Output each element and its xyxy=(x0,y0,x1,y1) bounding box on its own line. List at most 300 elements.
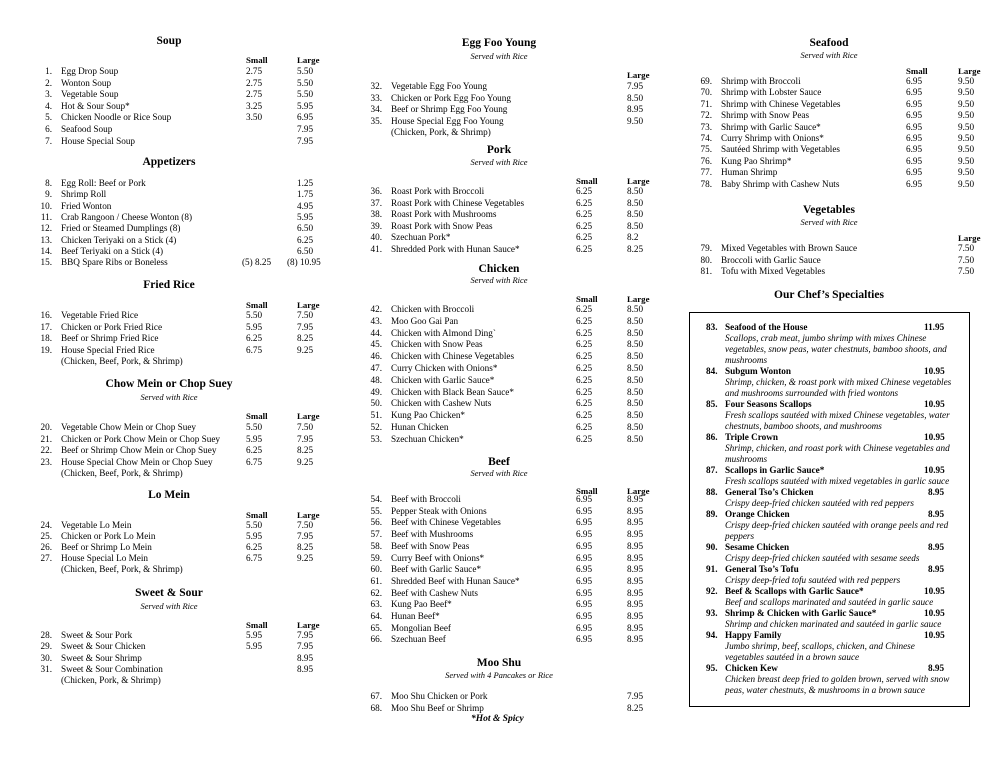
menu-item-row xyxy=(360,81,670,92)
large-column-header: Large xyxy=(958,233,981,243)
large-price: 7.95 xyxy=(627,81,644,91)
specialty-heading xyxy=(706,509,964,520)
small-price: 6.95 xyxy=(906,98,923,109)
menu-item-row xyxy=(30,641,340,652)
chow-mein-title: Chow Mein or Chop Suey xyxy=(105,378,233,390)
specialties-list xyxy=(706,322,964,696)
large-price: 8.95 xyxy=(627,540,644,551)
large-price: 8.50 xyxy=(627,422,644,432)
large-price: 8.50 xyxy=(627,374,644,385)
large-price: 8.25 xyxy=(297,445,314,456)
small-price: 2.75 xyxy=(246,77,263,88)
menu-item-row xyxy=(30,89,340,100)
small-price: 6.25 xyxy=(246,333,263,344)
large-column-header: Large xyxy=(627,70,650,80)
beef-subtitle: Served with Rice xyxy=(470,468,528,478)
item-note: (Chicken, Beef, Pork, & Shrimp) xyxy=(61,356,183,367)
menu-item-row xyxy=(30,235,340,246)
menu-item-row xyxy=(30,520,340,531)
menu-item-row xyxy=(30,457,340,468)
menu-item-row xyxy=(30,189,340,200)
menu-item-row xyxy=(30,101,340,112)
large-price: 9.50 xyxy=(958,87,975,98)
specialty-heading xyxy=(706,663,964,674)
large-price: 8.95 xyxy=(627,634,644,645)
item-number: 63. xyxy=(370,599,382,610)
large-price: 5.50 xyxy=(297,66,314,76)
specialty-description: mushrooms xyxy=(725,355,768,365)
beef-title: Beef xyxy=(488,456,510,468)
specialty-number: 89. xyxy=(706,509,718,519)
large-price: 8.50 xyxy=(627,197,644,208)
item-number: 29. xyxy=(40,641,52,652)
menu-item-row xyxy=(360,553,670,564)
menu-item-row xyxy=(30,445,340,456)
specialty-number: 90. xyxy=(706,542,718,552)
large-price: 8.50 xyxy=(627,92,644,103)
large-price: 9.50 xyxy=(958,155,975,166)
large-price: 8.50 xyxy=(627,327,644,338)
small-price: 6.95 xyxy=(576,552,593,563)
item-name: Mongolian Beef xyxy=(391,622,451,633)
specialty-name: Chicken Kew xyxy=(725,663,778,673)
large-price: (8) 10.95 xyxy=(287,257,321,268)
small-price: 6.95 xyxy=(576,564,593,575)
small-price: 6.25 xyxy=(576,374,593,385)
small-column-header: Small xyxy=(246,510,268,520)
item-name: Human Shrimp xyxy=(721,167,778,178)
item-name: Chicken with Snow Peas xyxy=(391,339,483,350)
item-number: 65. xyxy=(370,622,382,633)
item-number: 7. xyxy=(45,135,52,146)
small-column-header: Small xyxy=(576,294,598,304)
menu-item-row xyxy=(690,179,1000,190)
large-price: 8.95 xyxy=(297,652,314,663)
large-price: 9.50 xyxy=(958,98,975,109)
menu-item-row xyxy=(360,703,670,714)
small-price: 6.75 xyxy=(246,456,263,467)
small-column-header: Small xyxy=(246,300,268,310)
large-price: 7.95 xyxy=(297,630,314,640)
large-price: 4.95 xyxy=(297,200,314,211)
item-name: Curry Shrimp with Onions* xyxy=(721,133,824,143)
small-price: 6.25 xyxy=(576,339,593,350)
specialty-name: Triple Crown xyxy=(725,432,778,442)
large-column-header: Large xyxy=(627,294,650,304)
item-note: (Chicken, Beef, Pork, & Shrimp) xyxy=(61,468,183,479)
item-name: Egg Roll: Beef or Pork xyxy=(61,178,146,188)
large-price: 8.95 xyxy=(627,575,644,586)
specialty-heading xyxy=(706,487,964,498)
small-price: 5.95 xyxy=(246,321,263,332)
large-price: 8.50 xyxy=(627,304,644,314)
small-price: 6.95 xyxy=(576,611,593,621)
specialty-description: chestnuts, bamboo shoots, and mushrooms xyxy=(725,421,882,431)
menu-item-row xyxy=(360,104,670,115)
menu-item-row xyxy=(360,517,670,528)
small-price: 6.25 xyxy=(576,232,593,242)
item-number: 41. xyxy=(370,243,382,254)
item-number: 73. xyxy=(700,121,712,132)
item-number: 21. xyxy=(40,433,52,444)
menu-item-row xyxy=(360,375,670,386)
specialty-name: Happy Family xyxy=(725,630,782,640)
item-number: 18. xyxy=(40,333,52,344)
menu-item-row xyxy=(30,246,340,257)
large-price: 6.50 xyxy=(297,223,314,234)
specialty-description: Jumbo shrimp, beef, scallops, chicken, and Chinese xyxy=(725,641,915,651)
large-price: 8.95 xyxy=(627,494,644,504)
specialty-item xyxy=(706,465,964,487)
menu-item-row xyxy=(30,136,340,147)
menu-item-row xyxy=(690,144,1000,155)
large-price: 9.50 xyxy=(958,110,975,121)
specialty-number: 88. xyxy=(706,487,718,497)
large-price: 8.25 xyxy=(627,243,644,254)
item-number: 58. xyxy=(370,540,382,551)
small-price: 5.95 xyxy=(246,531,263,541)
small-price: 6.95 xyxy=(906,155,923,166)
item-number: 74. xyxy=(700,133,712,143)
small-price: 6.25 xyxy=(576,243,593,254)
specialty-heading xyxy=(706,399,964,410)
menu-item-row xyxy=(30,78,340,89)
menu-item-row xyxy=(360,422,670,433)
item-name: Hot & Sour Soup* xyxy=(61,100,130,111)
menu-item-row xyxy=(360,434,670,445)
menu-item-row xyxy=(690,266,1000,277)
large-price: 8.50 xyxy=(627,186,644,196)
item-name: Egg Drop Soup xyxy=(61,66,119,76)
chicken-title: Chicken xyxy=(478,263,520,275)
fried-rice-title: Fried Rice xyxy=(143,279,195,291)
item-name: Kung Pao Chicken* xyxy=(391,410,466,421)
menu-item-row xyxy=(30,531,340,542)
item-name: Vegetable Soup xyxy=(61,89,119,100)
specialty-heading xyxy=(706,432,964,443)
small-price: 6.95 xyxy=(576,494,593,504)
small-price: 6.95 xyxy=(906,144,923,155)
large-price: 1.25 xyxy=(297,178,314,188)
specialty-price: 8.95 xyxy=(928,564,945,574)
specialty-description: Shrimp and chicken marinated and sautéed in garlic sauce xyxy=(725,619,942,629)
item-name: Beef with Snow Peas xyxy=(391,540,470,551)
small-price: 5.95 xyxy=(246,630,263,640)
specialty-price: 10.95 xyxy=(924,465,945,475)
item-name: Beef with Cashew Nuts xyxy=(391,587,479,598)
small-price: 6.95 xyxy=(906,76,923,86)
specialty-name: General Tso’s Chicken xyxy=(725,487,814,497)
small-price: 5.50 xyxy=(246,520,263,530)
specialty-description: Crispy deep-fried chicken sautéed with red peppers xyxy=(725,498,914,508)
menu-item-row xyxy=(30,201,340,212)
specialty-item xyxy=(706,564,964,586)
menu-item-row xyxy=(360,588,670,599)
large-price: 8.50 xyxy=(627,433,644,444)
item-name: Hunan Beef* xyxy=(391,611,440,621)
menu-item-row xyxy=(690,110,1000,121)
large-price: 6.95 xyxy=(297,112,314,123)
specialty-description: Fresh scallops sautéed with mixed vegetables in garlic sauce xyxy=(725,476,950,486)
menu-item-row xyxy=(30,178,340,189)
small-price: 6.75 xyxy=(246,344,263,355)
item-number: 30. xyxy=(40,652,52,663)
item-name: Beef Teriyaki on a Stick (4) xyxy=(61,245,164,256)
menu-item-row xyxy=(30,322,340,333)
specialty-name: Subgum Wonton xyxy=(725,366,791,376)
item-name: Vegetable Lo Mein xyxy=(61,520,132,530)
menu-item-row xyxy=(30,553,340,564)
specialty-number: 86. xyxy=(706,432,718,442)
item-name: Crab Rangoon / Cheese Wonton (8) xyxy=(61,211,193,222)
specialty-name: Sesame Chicken xyxy=(725,542,790,552)
item-number: 64. xyxy=(370,611,382,621)
specialty-price: 11.95 xyxy=(924,322,945,332)
specialty-price: 10.95 xyxy=(924,586,945,596)
item-name: Chicken with Black Bean Sauce* xyxy=(391,386,514,397)
specialty-item xyxy=(706,399,964,432)
large-price: 9.50 xyxy=(627,115,644,126)
small-price: 6.95 xyxy=(576,575,593,586)
menu-item-row xyxy=(360,339,670,350)
item-name: House Special Soup xyxy=(61,135,136,146)
item-name: Fried or Steamed Dumplings (8) xyxy=(61,223,181,234)
large-price: 8.25 xyxy=(627,702,644,713)
item-name: Vegetable Egg Foo Young xyxy=(391,81,487,91)
large-column-header: Large xyxy=(627,486,650,496)
item-number: 6. xyxy=(45,124,52,134)
item-number: 25. xyxy=(40,531,52,541)
item-number: 4. xyxy=(45,100,52,111)
large-price: 7.50 xyxy=(297,310,314,320)
small-price: 6.25 xyxy=(576,197,593,208)
small-price: 6.25 xyxy=(246,445,263,456)
menu-item-row xyxy=(690,87,1000,98)
specialty-description: vegetables, snow peas, water chestnuts, bamboo shoots, and xyxy=(725,344,947,354)
large-column-header: Large xyxy=(297,55,320,65)
large-price: 7.95 xyxy=(627,691,644,701)
small-price: 6.95 xyxy=(576,622,593,633)
small-price: 6.95 xyxy=(906,167,923,178)
specialty-number: 92. xyxy=(706,586,718,596)
menu-item-row xyxy=(360,564,670,575)
specialty-price: 8.95 xyxy=(928,542,945,552)
item-number: 9. xyxy=(45,189,52,200)
item-name: Vegetable Chow Mein or Chop Suey xyxy=(61,422,196,432)
item-number: 50. xyxy=(370,398,382,409)
specialty-price: 8.95 xyxy=(928,663,945,673)
menu-item-row xyxy=(30,333,340,344)
specialty-description: Shrimp, chicken, & roast pork with mixed Chinese vegetables xyxy=(725,377,952,387)
small-price: 6.25 xyxy=(576,186,593,196)
menu-item-row xyxy=(360,611,670,622)
specialty-description: Beef and scallops marinated and sautéed in garlic sauce xyxy=(725,597,934,607)
specialty-description: vegetables sautéed in a brown sauce xyxy=(725,652,860,662)
menu-item-row xyxy=(360,209,670,220)
item-number: 26. xyxy=(40,542,52,552)
small-price: 6.25 xyxy=(576,433,593,444)
small-price: 6.95 xyxy=(576,529,593,540)
item-number: 67. xyxy=(370,691,382,701)
item-number: 22. xyxy=(40,445,52,456)
item-name: Roast Pork with Mushrooms xyxy=(391,209,497,219)
large-price: 7.95 xyxy=(297,531,314,541)
menu-item-row xyxy=(360,410,670,421)
specialty-name: Orange Chicken xyxy=(725,509,790,519)
small-price: 5.95 xyxy=(246,433,263,444)
small-price: (5) 8.25 xyxy=(242,257,272,268)
specialty-number: 83. xyxy=(706,322,718,332)
specialty-price: 10.95 xyxy=(924,366,945,376)
specialty-number: 95. xyxy=(706,663,718,673)
large-price: 9.50 xyxy=(958,178,975,189)
specialty-description: Crispy deep-fried tofu sautéed with red peppers xyxy=(725,575,901,585)
moo-shu-subtitle: Served with 4 Pancakes or Rice xyxy=(445,670,553,680)
item-name: Chicken or Pork Lo Mein xyxy=(61,531,156,541)
large-price: 7.95 xyxy=(297,135,314,146)
menu-item-row xyxy=(360,116,670,127)
menu-item-row xyxy=(690,255,1000,266)
item-name: Shrimp with Broccoli xyxy=(721,76,801,86)
menu-item-row xyxy=(30,66,340,77)
large-price: 7.95 xyxy=(297,124,314,134)
item-name: Fried Wonton xyxy=(61,200,112,211)
small-price: 6.25 xyxy=(576,315,593,326)
large-price: 9.50 xyxy=(958,76,975,86)
item-name: Shrimp Roll xyxy=(61,189,107,200)
moo-shu-title: Moo Shu xyxy=(476,657,522,669)
item-name: Chicken with Almond Ding` xyxy=(391,327,496,338)
item-name: Shrimp with Snow Peas xyxy=(721,110,810,121)
menu-item-row xyxy=(360,398,670,409)
item-name: Wonton Soup xyxy=(61,77,112,88)
item-number: 54. xyxy=(370,494,382,504)
item-number: 75. xyxy=(700,144,712,155)
item-name: Shredded Pork with Hunan Sauce* xyxy=(391,243,520,254)
small-price: 2.75 xyxy=(246,66,263,76)
item-number: 48. xyxy=(370,374,382,385)
specialty-number: 91. xyxy=(706,564,718,574)
item-name: Curry Beef with Onions* xyxy=(391,552,485,563)
menu-item-row xyxy=(690,156,1000,167)
menu-item-row xyxy=(360,186,670,197)
large-price: 8.95 xyxy=(627,599,644,610)
item-number: 40. xyxy=(370,232,382,242)
item-name: Beef or Shrimp Fried Rice xyxy=(61,333,159,344)
item-name: Beef with Chinese Vegetables xyxy=(391,517,501,528)
specialty-description: and mushrooms surrounded with fried wontons xyxy=(725,388,899,398)
item-number: 39. xyxy=(370,220,382,231)
specialty-heading xyxy=(706,630,964,641)
menu-item-row xyxy=(360,599,670,610)
item-number: 45. xyxy=(370,339,382,350)
small-price: 6.25 xyxy=(576,304,593,314)
item-number: 43. xyxy=(370,315,382,326)
large-price: 7.95 xyxy=(297,641,314,652)
item-name: Seafood Soup xyxy=(61,124,113,134)
item-number: 14. xyxy=(40,245,52,256)
menu-item-row xyxy=(360,634,670,645)
item-number: 35. xyxy=(370,115,382,126)
menu-item-row xyxy=(30,112,340,123)
item-name: Chicken with Garlic Sauce* xyxy=(391,374,495,385)
specialty-price: 10.95 xyxy=(924,608,945,618)
item-name: Pepper Steak with Onions xyxy=(391,505,487,516)
item-name: Hunan Chicken xyxy=(391,422,449,432)
specialty-heading xyxy=(706,465,964,476)
specialty-description: peas, water chestnuts, & mushrooms in a brown sauce xyxy=(725,685,925,695)
large-price: 8.95 xyxy=(627,529,644,540)
menu-item-row xyxy=(30,434,340,445)
menu-item-row xyxy=(690,133,1000,144)
item-number: 13. xyxy=(40,234,52,245)
menu-item-row xyxy=(360,387,670,398)
specialty-item xyxy=(706,608,964,630)
large-price: 7.95 xyxy=(297,433,314,444)
item-number: 10. xyxy=(40,200,52,211)
item-number: 28. xyxy=(40,630,52,640)
item-name: Beef or Shrimp Egg Foo Young xyxy=(391,104,508,114)
item-number: 55. xyxy=(370,505,382,516)
small-price: 6.95 xyxy=(906,178,923,189)
small-price: 6.95 xyxy=(576,540,593,551)
menu-item-row xyxy=(360,328,670,339)
small-price: 6.25 xyxy=(576,220,593,231)
large-price: 8.50 xyxy=(627,410,644,421)
small-price: 6.95 xyxy=(576,517,593,528)
specialty-price: 8.95 xyxy=(928,487,945,497)
large-price: 8.50 xyxy=(627,339,644,350)
small-price: 6.25 xyxy=(576,351,593,362)
item-name: Roast Pork with Snow Peas xyxy=(391,220,493,231)
egg-foo-young-title: Egg Foo Young xyxy=(461,37,537,49)
item-number: 3. xyxy=(45,89,52,100)
specialty-item xyxy=(706,542,964,564)
item-name: House Special Lo Mein xyxy=(61,553,149,563)
item-number: 66. xyxy=(370,634,382,645)
seafood-subtitle: Served with Rice xyxy=(800,50,858,60)
soup-title: Soup xyxy=(156,35,182,47)
item-number: 27. xyxy=(40,553,52,563)
small-price: 5.50 xyxy=(246,422,263,432)
item-name: Shrimp with Lobster Sauce xyxy=(721,87,822,98)
specialty-description: mushrooms xyxy=(725,454,768,464)
item-name: Sautéed Shrimp with Vegetables xyxy=(721,144,840,155)
item-name: Chicken with Chinese Vegetables xyxy=(391,351,515,362)
item-number: 31. xyxy=(40,663,52,674)
large-price: 5.95 xyxy=(297,100,314,111)
specialty-heading xyxy=(706,366,964,377)
item-note: (Chicken, Beef, Pork, & Shrimp) xyxy=(61,564,183,574)
item-number: 33. xyxy=(370,92,382,103)
small-column-header: Small xyxy=(906,66,928,76)
menu-item-row xyxy=(30,212,340,223)
large-price: 8.95 xyxy=(627,505,644,516)
menu-item-row xyxy=(690,76,1000,87)
specialty-heading xyxy=(706,322,964,333)
menu-item-row xyxy=(360,198,670,209)
small-column-header: Small xyxy=(246,620,268,630)
small-price: 6.95 xyxy=(576,505,593,516)
large-column-header: Large xyxy=(297,300,320,310)
item-number: 78. xyxy=(700,178,712,189)
item-number: 49. xyxy=(370,386,382,397)
item-name: Vegetable Fried Rice xyxy=(61,310,139,320)
menu-item-row xyxy=(30,664,340,675)
specialty-number: 93. xyxy=(706,608,718,618)
specialty-description: Crispy deep-fried chicken sautéed with orange peels and red xyxy=(725,520,949,530)
specialty-name: Shrimp & Chicken with Garlic Sauce* xyxy=(725,608,877,618)
